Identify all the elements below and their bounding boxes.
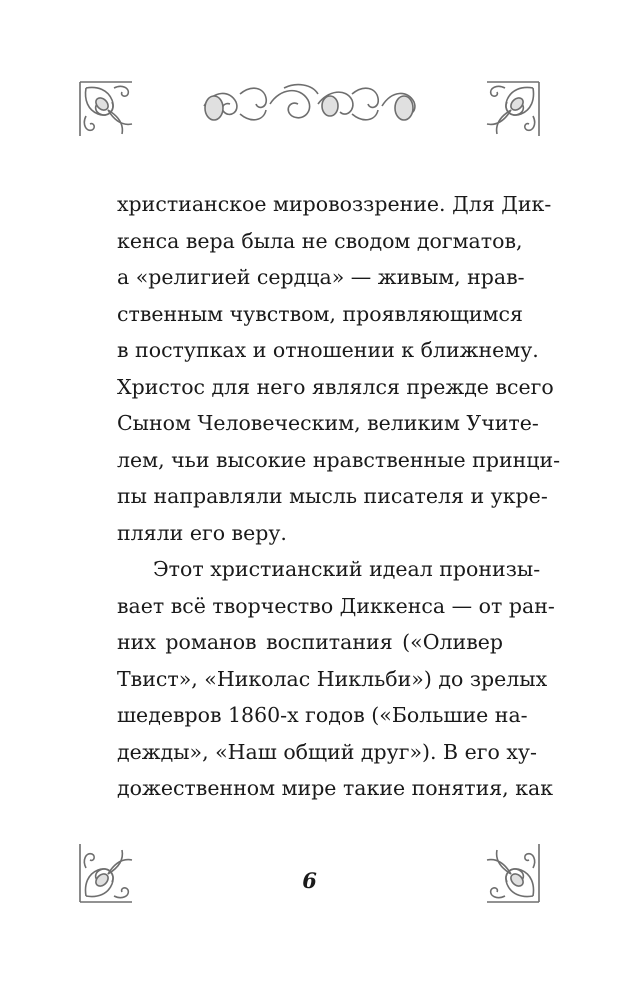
- text-line: шедевров 1860-х годов («Большие на-: [117, 703, 528, 727]
- text-line: ственным чувством, проявляющимся: [117, 301, 523, 326]
- body-text: [117, 186, 561, 807]
- text-line: дежды», «Наш общий друг»). В его ху-: [117, 739, 537, 764]
- text-line: вает всё творчество Диккенса — от ран-: [117, 593, 555, 618]
- top-left-corner-ornament-icon: [78, 80, 136, 140]
- text-line: а «религией сердца» — живым, нрав-: [117, 265, 525, 289]
- page-number: 6: [302, 868, 317, 893]
- text-line: лем, чьи высокие нравственные принци-: [117, 447, 561, 472]
- text-line: пляли его веру.: [117, 520, 287, 545]
- top-right-corner-ornament-icon: [483, 80, 541, 140]
- text-line: Твист», «Николас Никльби») до зрелых: [117, 666, 548, 691]
- text-line: кенса вера была не сводом догматов,: [117, 228, 523, 253]
- text-line: пы направляли мысль писателя и укре-: [117, 484, 548, 508]
- text-line: них романов воспитания («Оливер: [117, 630, 503, 654]
- text-line: Этот христианский идеал пронизы-: [153, 557, 541, 581]
- top-band-ornament-icon: [200, 80, 422, 128]
- text-line: Сыном Человеческим, великим Учите-: [117, 411, 539, 435]
- text-line: Христос для него являлся прежде всего: [117, 374, 554, 399]
- text-line: в поступках и отношении к ближнему.: [117, 338, 539, 362]
- text-line: христианское мировоззрение. Для Дик-: [117, 192, 552, 216]
- text-line: дожественном мире такие понятия, как: [117, 776, 554, 800]
